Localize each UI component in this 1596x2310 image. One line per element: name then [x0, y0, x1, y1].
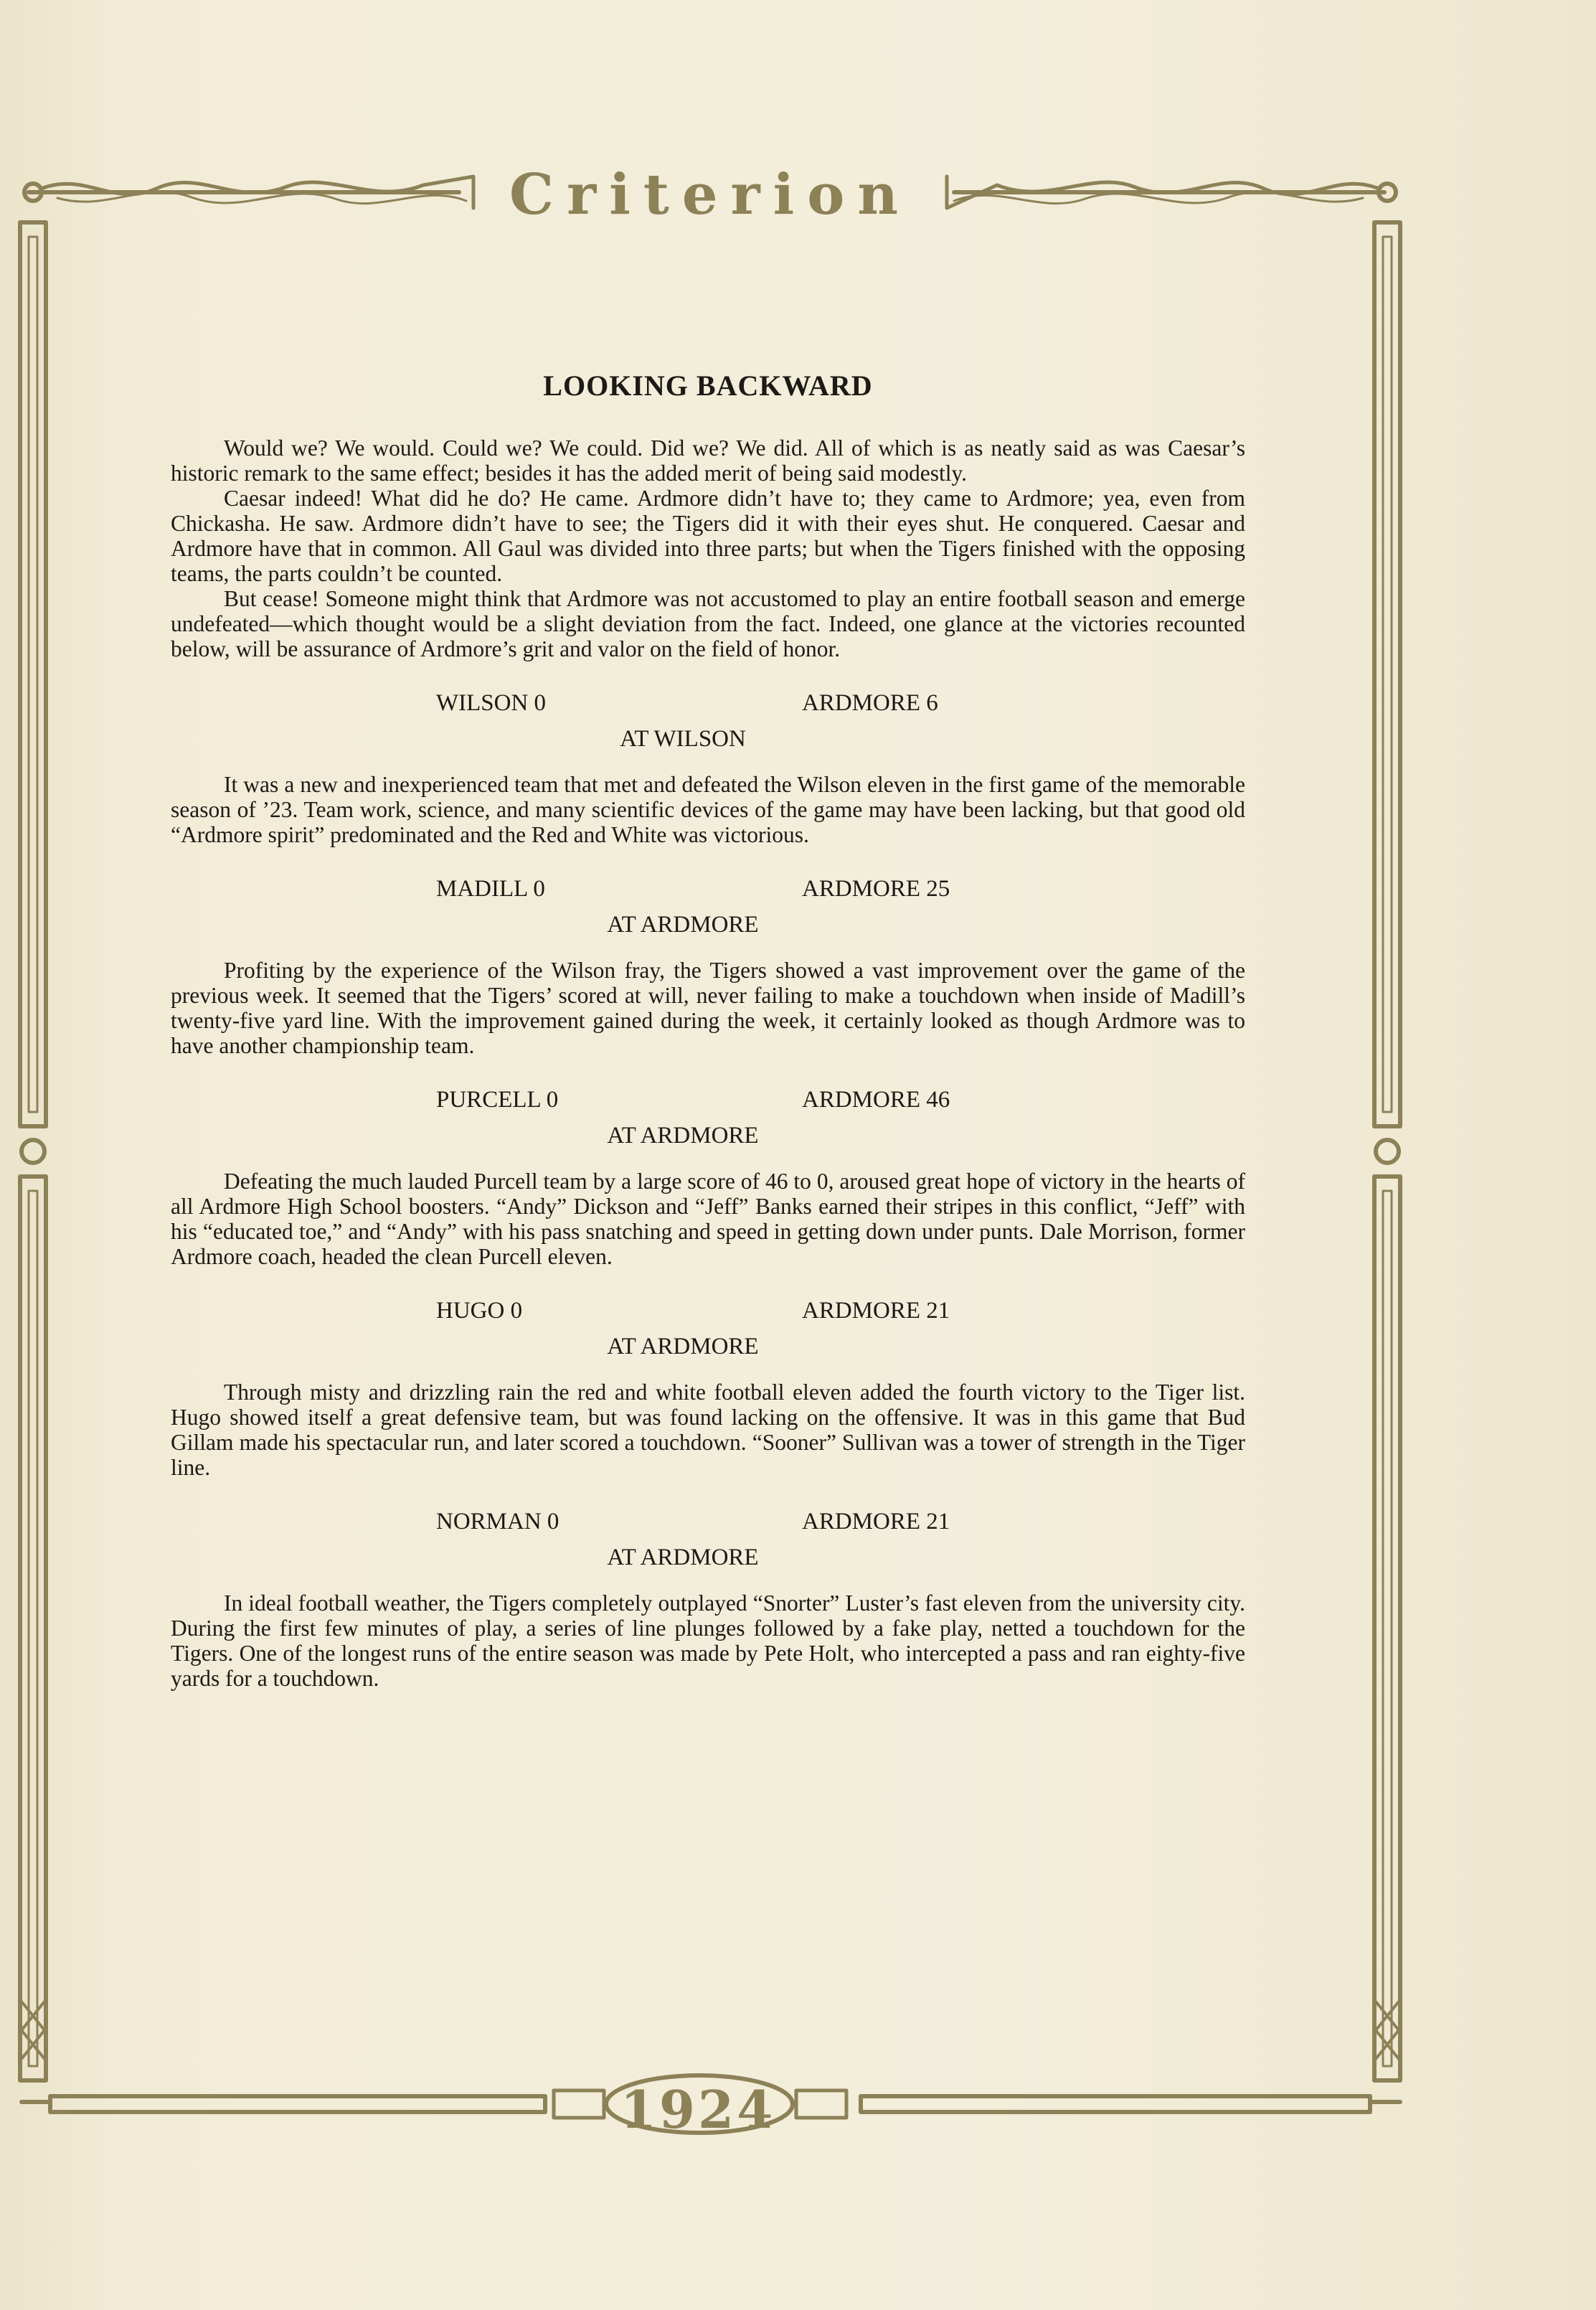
game-summary: In ideal football weather, the Tigers completely outplayed “Snorter” Luster’s fast eleven from the university city. During the first few minutes of play, a series of line plunges followed by a fake play, netted a touchdown for the Tigers. One of the longest runs of the entire season was made by Pete Holt, who intercepted a pass and ran eighty-five yards for a touchdown. [171, 1590, 1245, 1691]
home-score: ARDMORE 21 [802, 1509, 950, 1534]
game-location: AT ARDMORE [607, 912, 759, 938]
year-badge: 1924 [620, 2079, 776, 2140]
home-score: ARDMORE 6 [802, 690, 938, 716]
home-score: ARDMORE 21 [802, 1298, 950, 1324]
score-row [171, 1087, 1245, 1117]
game-location: AT WILSON [620, 726, 746, 752]
game-location: AT ARDMORE [607, 1123, 759, 1149]
game-section-hugo [171, 1298, 1245, 1480]
intro-paragraph: But cease! Someone might think that Ardmore was not accustomed to play an entire football season and emerge undefeated—which thought would be a slight deviation from the fact. Indeed, one glance at the victories recounted below, will be assurance of Ardmore’s grit and valor on the field of honor. [171, 586, 1245, 661]
score-row [171, 876, 1245, 906]
intro-paragraph: Would we? We would. Could we? We could. Did we? We did. All of which is as neatly said as was Caesar’s historic remark to the same effect; besides it has the added merit of being said modestly. [171, 435, 1245, 486]
game-summary: It was a new and inexperienced team that met and defeated the Wilson eleven in the first game of the memorable season of ’23. Team work, science, and many scientific devices of the game may have been lacking, but that good old “Ardmore spirit” predominated and the Red and White was victorious. [171, 772, 1245, 847]
opponent-score: MADILL 0 [436, 876, 545, 902]
opponent-score: WILSON 0 [436, 690, 547, 716]
game-section-madill [171, 876, 1245, 1058]
opponent-score: PURCELL 0 [436, 1087, 559, 1113]
game-summary: Profiting by the experience of the Wilson fray, the Tigers showed a vast improvement over the game of the previous week. It seemed that the Tigers’ scored at will, never failing to make a touchdown when inside of Madill’s twenty-five yard line. With the improvement gained during the week, it certainly looked as though Ardmore was to have another championship team. [171, 958, 1245, 1058]
game-location: AT ARDMORE [607, 1545, 759, 1570]
opponent-score: NORMAN 0 [436, 1509, 559, 1534]
game-section-purcell [171, 1087, 1245, 1269]
home-score: ARDMORE 25 [802, 876, 950, 902]
game-summary: Through misty and drizzling rain the red and white football eleven added the fourth victory to the Tiger list. Hugo showed itself a great defensive team, but was found lacking on the offensive. It was in this game that Bud Gillam made his spectacular run, and later scored a touchdown. “Sooner” Sullivan was a tower of strength in the Tiger line. [171, 1380, 1245, 1480]
masthead-title: Criterion [509, 162, 911, 227]
game-summary: Defeating the much lauded Purcell team by a large score of 46 to 0, aroused great hope of victory in the hearts of all Ardmore High School boosters. “Andy” Dickson and “Jeff” Banks earned their stripes in this conflict, “Jeff” with his “educated toe,” and “Andy” with his pass snatching and speed in getting down under punts. Dale Morrison, former Ardmore coach, headed the clean Purcell eleven. [171, 1169, 1245, 1269]
score-row [171, 1298, 1245, 1328]
article-title: LOOKING BACKWARD [543, 369, 873, 402]
score-row [171, 1509, 1245, 1539]
score-row [171, 690, 1245, 720]
game-location: AT ARDMORE [607, 1334, 759, 1359]
home-score: ARDMORE 46 [802, 1087, 950, 1113]
article [171, 359, 1245, 1691]
opponent-score: HUGO 0 [436, 1298, 523, 1324]
game-section-norman [171, 1509, 1245, 1691]
intro-paragraph: Caesar indeed! What did he do? He came. Ardmore didn’t have to; they came to Ardmore; yea, even from Chickasha. He saw. Ardmore didn’t have to see; the Tigers did it with their eyes shut. He conquered. Caesar and Ardmore have that in common. All Gaul was divided into three parts; but when the Tigers finished with the opposing teams, the parts couldn’t be counted. [171, 486, 1245, 586]
game-section-wilson [171, 690, 1245, 847]
